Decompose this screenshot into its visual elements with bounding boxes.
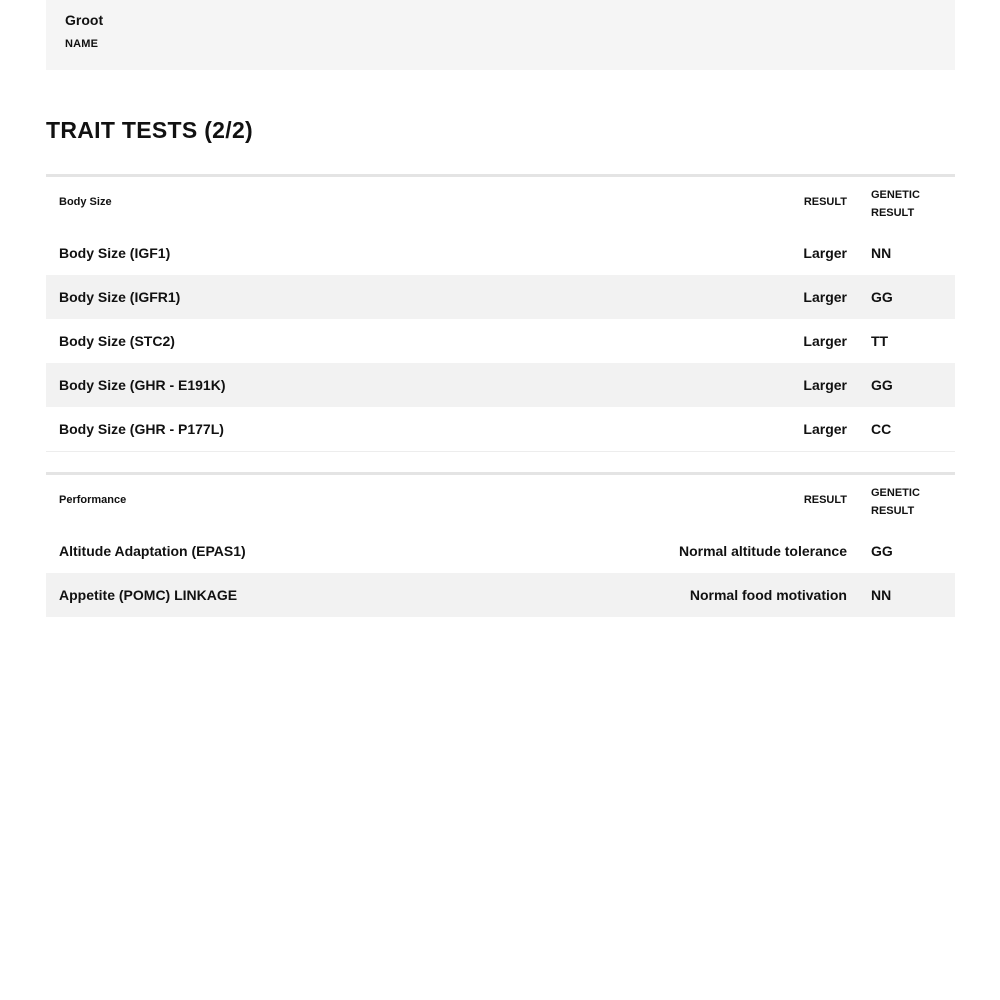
trait-genetic-result: GG xyxy=(871,543,893,559)
genetic-header-line1: GENETIC xyxy=(871,189,920,201)
result-column-header: RESULT xyxy=(803,196,847,208)
table-row xyxy=(46,529,955,573)
category-header: Performance xyxy=(59,494,127,506)
trait-name: Body Size (GHR - P177L) xyxy=(59,421,224,437)
dog-name-label: NAME xyxy=(65,38,99,50)
trait-result: Larger xyxy=(803,377,847,393)
trait-result: Larger xyxy=(803,333,847,349)
trait-genetic-result: GG xyxy=(871,289,893,305)
trait-genetic-result: NN xyxy=(871,587,892,603)
genetic-header-line2: RESULT xyxy=(871,207,915,219)
genetic-header-line2: RESULT xyxy=(871,505,915,517)
table-header xyxy=(46,475,955,529)
dog-name-card xyxy=(46,0,955,70)
table-row xyxy=(46,407,955,451)
table-row xyxy=(46,275,955,319)
dog-name-value: Groot xyxy=(65,12,104,28)
genetic-header-line1: GENETIC xyxy=(871,487,920,499)
table-row xyxy=(46,231,955,275)
genetic-result-column-header xyxy=(871,186,941,222)
trait-genetic-result: CC xyxy=(871,421,892,437)
trait-name: Body Size (GHR - E191K) xyxy=(59,377,226,393)
trait-name: Altitude Adaptation (EPAS1) xyxy=(59,543,246,559)
trait-result: Normal food motivation xyxy=(689,587,847,603)
trait-genetic-result: NN xyxy=(871,245,892,261)
table-header xyxy=(46,177,955,231)
body-size-table xyxy=(46,174,955,452)
result-column-header: RESULT xyxy=(803,494,847,506)
trait-result: Normal altitude tolerance xyxy=(678,543,847,559)
table-row xyxy=(46,573,955,617)
table-row xyxy=(46,319,955,363)
section-title: TRAIT TESTS (2/2) xyxy=(46,117,254,143)
trait-genetic-result: GG xyxy=(871,377,893,393)
trait-result: Larger xyxy=(803,421,847,437)
trait-genetic-result: TT xyxy=(871,333,889,349)
trait-name: Appetite (POMC) LINKAGE xyxy=(59,587,238,603)
genetic-result-column-header xyxy=(871,484,941,520)
trait-name: Body Size (IGF1) xyxy=(59,245,171,261)
performance-table xyxy=(46,472,955,617)
category-header: Body Size xyxy=(59,196,112,208)
trait-name: Body Size (STC2) xyxy=(59,333,175,349)
table-row xyxy=(46,363,955,407)
table-divider xyxy=(46,451,955,452)
trait-result: Larger xyxy=(803,245,847,261)
trait-name: Body Size (IGFR1) xyxy=(59,289,181,305)
trait-result: Larger xyxy=(803,289,847,305)
